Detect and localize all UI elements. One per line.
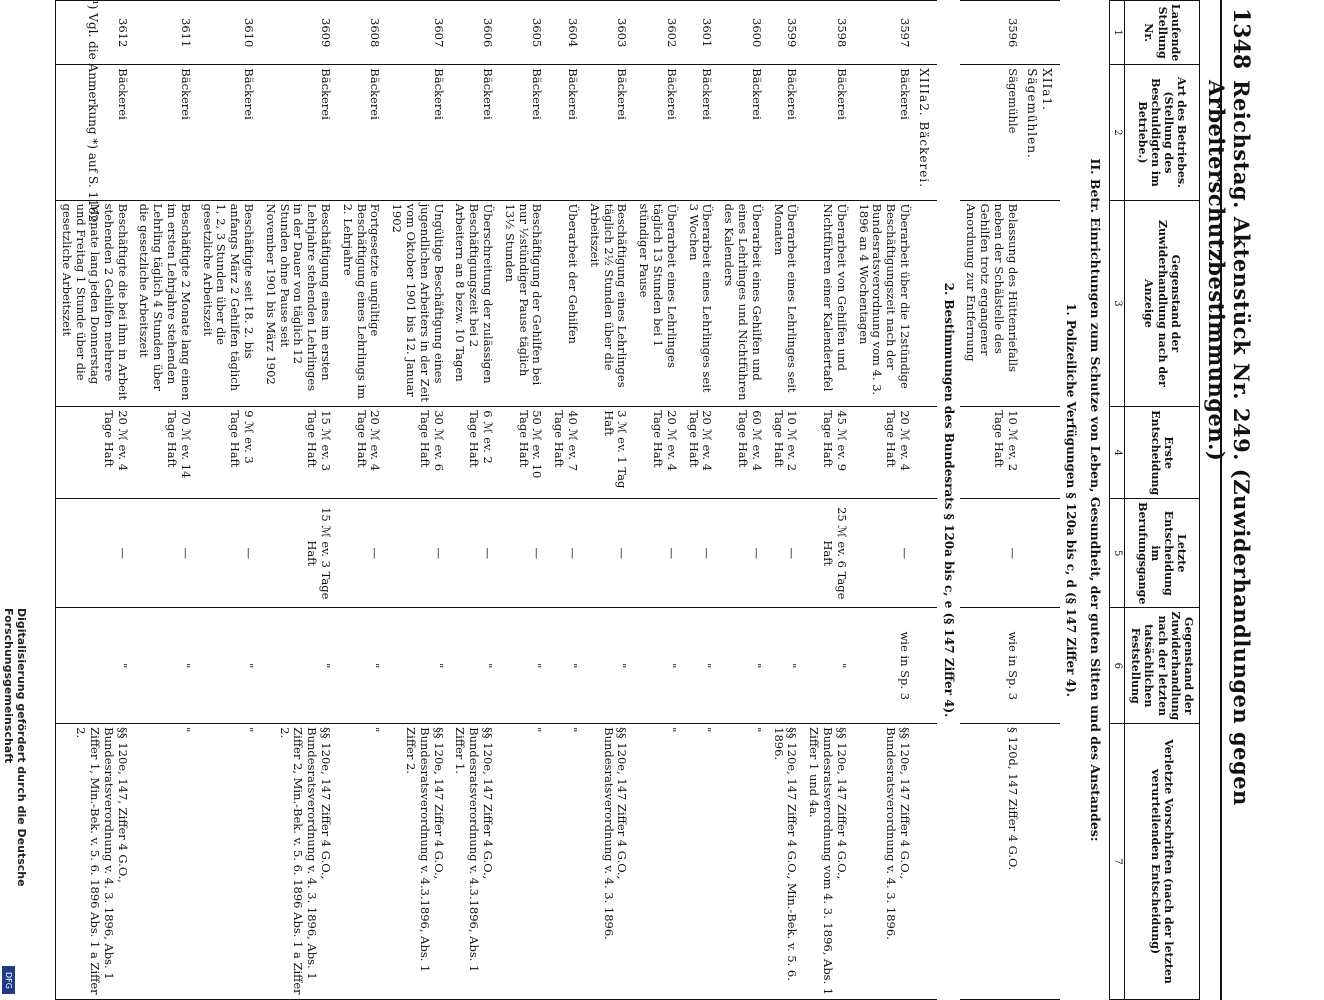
column-header: Erste Entscheidung: [1125, 407, 1200, 499]
table-row: [802, 1, 851, 1000]
row-number: 3598: [802, 1, 851, 65]
established-offense: ": [547, 608, 583, 724]
final-decision: —: [682, 499, 718, 608]
established-offense: ": [632, 608, 681, 724]
violated-provisions: §§ 120e, 147 Ziffer 4 G.O., Bundesratsverordnung v. 4. 3. 1896.: [583, 724, 632, 1000]
violated-provisions: ": [196, 724, 259, 1000]
violated-provisions: ": [547, 724, 583, 1000]
first-decision: 70 ℳ ev. 14 Tage Haft: [133, 407, 196, 499]
table-row: [852, 1, 915, 1000]
offense-description: Überschreitung der zulässigen Beschäftigungszeit bei 2 Arbeitern an 8 bezw. 10 Tagen: [449, 200, 498, 407]
business-type: Bäckerei: [802, 65, 851, 200]
group-heading-row: [915, 1, 937, 1000]
page-number: 1348: [1228, 8, 1254, 70]
business-type: Bäckerei: [632, 65, 681, 200]
row-number: 3612: [55, 1, 132, 65]
business-type: Bäckerei: [682, 65, 718, 200]
first-decision: 45 ℳ ev. 9 Tage Haft: [802, 407, 851, 499]
row-number: 3600: [717, 1, 766, 65]
established-offense: ": [449, 608, 498, 724]
business-type: Bäckerei: [196, 65, 259, 200]
business-type: Bäckerei: [133, 65, 196, 200]
violated-provisions: §§ 120e, 147 Ziffer 4 G.O., Bundesratsverordnung v. 4.3.1896, Abs. 1 Ziffer 2.: [385, 724, 448, 1000]
column-number: 3: [1110, 200, 1125, 407]
established-offense: ": [55, 608, 132, 724]
violated-provisions: ": [632, 724, 681, 1000]
first-decision: 15 ℳ ev. 3 Tage Haft: [259, 407, 336, 499]
page-title: Reichstag. Aktenstück Nr. 249. (Zuwiderhandlungen gegen Arbeiterschutzbestimmungen.): [1204, 80, 1254, 806]
table-row: [547, 1, 583, 1000]
group-heading-row: [1023, 1, 1060, 1000]
violated-provisions: ": [498, 724, 547, 1000]
established-offense: ": [259, 608, 336, 724]
final-decision: 25 ℳ ev. 6 Tage Haft: [802, 499, 851, 608]
column-number: 5: [1110, 499, 1125, 608]
violated-provisions: ": [717, 724, 766, 1000]
column-number: 7: [1110, 724, 1125, 1000]
final-decision: —: [767, 499, 803, 608]
business-type: Bäckerei: [385, 65, 448, 200]
row-number: 3604: [547, 1, 583, 65]
column-header: Gegenstand der Zuwiderhandlung nach der Anzeige: [1125, 200, 1200, 407]
section-title: II. Betr. Einrichtungen zum Schutze von Leben, Gesundheit, der guten Sitten und des Anstandes:: [1088, 158, 1104, 842]
table-row: [133, 1, 196, 1000]
business-type: Bäckerei: [55, 65, 132, 200]
page-header: [1204, 0, 1260, 1000]
first-decision: 9 ℳ ev. 3 Tage Haft: [196, 407, 259, 499]
offense-description: Überarbeit eines Lehrlinges seit Monaten: [767, 200, 803, 407]
subsection-heading-row: [1060, 1, 1082, 1000]
table-row: [960, 1, 1023, 1000]
column-header: Laufende Stellung Nr.: [1125, 1, 1200, 65]
violated-provisions: §§ 120e, 147 Ziffer 4 G.O., Bundesratsverordnung v. 4. 3. 1896.: [852, 724, 915, 1000]
column-number: 1: [1110, 1, 1125, 65]
column-number: 6: [1110, 608, 1125, 724]
offense-description: Ungültige Beschäftigung eines jugendlichen Arbeiters in der Zeit vom Oktober 1901 bis 12. Januar 1902: [385, 200, 448, 407]
established-offense: wie in Sp. 3: [852, 608, 915, 724]
first-decision: 30 ℳ ev. 6 Tage Haft: [385, 407, 448, 499]
offense-description: Beschäftigung der Gehilfen bei nur ½stündiger Pause täglich 13½ Stunden: [498, 200, 547, 407]
offense-description: Überarbeit über die 12stündige Beschäftigungszeit nach der Bundesratsverordnung vom 4. 3. 1896 an 4 Wochentagen: [852, 200, 915, 407]
established-offense: ": [682, 608, 718, 724]
group-title: XIIa1. Sägemühlen.: [1023, 65, 1060, 200]
business-type: Bäckerei: [717, 65, 766, 200]
violated-provisions: §§ 120e, 147, Ziffer 4 G.O., Bundesratsverordnung v. 4. 3. 1896, Abs. 1 Ziffer 1, Min.-Bek. v. 5. 6. 1896 Abs. 1 a Ziffer 2.: [55, 724, 132, 1000]
row-number: 3611: [133, 1, 196, 65]
first-decision: 3 ℳ ev. 1 Tag Haft: [583, 407, 632, 499]
final-decision: —: [449, 499, 498, 608]
row-number: 3601: [682, 1, 718, 65]
table-row: [717, 1, 766, 1000]
offense-description: Beschäftigte 2 Monate lang einen im ersten Lehrjahre stehenden Lehrling täglich 4 Stunden über die gesetzliche Arbeitszeit: [133, 200, 196, 407]
established-offense: ": [767, 608, 803, 724]
table-row: [632, 1, 681, 1000]
section-heading-row: [1082, 1, 1110, 1000]
final-decision: —: [336, 499, 385, 608]
offense-description: Überarbeit eines Lehrlinges seit 3 Wochen: [682, 200, 718, 407]
row-number: 3606: [449, 1, 498, 65]
violated-provisions: §§ 120e, 147 Ziffer 4 G.O., Bundesratsverordnung v. 4. 3. 1896, Abs. 1 Ziffer 2, Min.-Bek. v. 5. 6. 1896 Abs. 1 a Ziffer 2.: [259, 724, 336, 1000]
column-header: Letzte Entscheidung im Berufungsgange: [1125, 499, 1200, 608]
business-type: Bäckerei: [498, 65, 547, 200]
violated-provisions: §§ 120e, 147 Ziffer 4 G.O., Min.-Bek. v. 5. 6. 1896.: [767, 724, 803, 1000]
business-type: Bäckerei: [547, 65, 583, 200]
violated-provisions: § 120d, 147 Ziffer 4 G.O.: [960, 724, 1023, 1000]
offense-description: Überarbeit von Gehilfen und Nichtführen einer Kalendertafel: [802, 200, 851, 407]
final-decision: —: [196, 499, 259, 608]
business-type: Bäckerei: [583, 65, 632, 200]
table-row: [767, 1, 803, 1000]
offense-description: Beschäftigung eines Lehrlinges täglich 2½ Stunden über die Arbeitszeit: [583, 200, 632, 407]
final-decision: —: [55, 499, 132, 608]
violated-provisions: §§ 120e, 147 Ziffer 4 G.O., Bundesratsverordnung vom 4. 3. 1896, Abs. 1 Ziffer 1 und 4a.: [802, 724, 851, 1000]
violations-table: [55, 0, 1200, 1000]
table-row: [682, 1, 718, 1000]
final-decision: —: [385, 499, 448, 608]
column-header: Verletzte Vorschriften (nach der letzten verurteilenden Entscheidung): [1125, 724, 1200, 1000]
table-row: [583, 1, 632, 1000]
final-decision: —: [583, 499, 632, 608]
first-decision: 10 ℳ ev. 2 Tage Haft: [960, 407, 1023, 499]
footnote: ¹) Vgl. die Anmerkung *) auf S. 1162.: [86, 0, 100, 226]
first-decision: 20 ℳ ev. 4 Tage Haft: [55, 407, 132, 499]
offense-description: Beschäftigte seit 18. 2. bis anfangs März 2 Gehilfen täglich 1, 2, 3 Stunden über die gesetzliche Arbeitszeit: [196, 200, 259, 407]
established-offense: ": [717, 608, 766, 724]
final-decision: —: [852, 499, 915, 608]
established-offense: ": [385, 608, 448, 724]
established-offense: ": [133, 608, 196, 724]
table-row: [336, 1, 385, 1000]
first-decision: 6 ℳ ev. 2 Tage Haft: [449, 407, 498, 499]
column-number-row: [1110, 1, 1125, 1000]
final-decision: —: [717, 499, 766, 608]
violated-provisions: §§ 120e, 147 Ziffer 4 G.O., Bundesratsverordnung v. 4.3.1896, Abs. 1 Ziffer 1.: [449, 724, 498, 1000]
table-row: [449, 1, 498, 1000]
document-page: [20, 0, 1260, 1000]
established-offense: ": [802, 608, 851, 724]
first-decision: 40 ℳ ev. 7 Tage Haft: [547, 407, 583, 499]
row-number: 3599: [767, 1, 803, 65]
business-type: Bäckerei: [767, 65, 803, 200]
final-decision: 15 ℳ ev. 3 Tage Haft: [259, 499, 336, 608]
business-type: Bäckerei: [259, 65, 336, 200]
final-decision: —: [632, 499, 681, 608]
column-header: Gegenstand der Zuwiderhandlung nach der letzten tatsächlichen Feststellung: [1125, 608, 1200, 724]
row-number: 3609: [259, 1, 336, 65]
offense-description: Beschäftigung eines im ersten Lehrjahre stehenden Lehrlinges in der Dauer von täglich 12 Stunden ohne Pause seit November 1901 bis März 1902: [259, 200, 336, 407]
established-offense: wie in Sp. 3: [960, 608, 1023, 724]
business-type: Sägemühle: [960, 65, 1023, 200]
row-number: 3607: [385, 1, 448, 65]
row-number: 3608: [336, 1, 385, 65]
final-decision: —: [960, 499, 1023, 608]
first-decision: 20 ℳ ev. 4 Tage Haft: [682, 407, 718, 499]
table-row: [498, 1, 547, 1000]
table-row: [259, 1, 336, 1000]
established-offense: ": [498, 608, 547, 724]
table-row: [385, 1, 448, 1000]
offense-description: Überarbeit eines Lehrlinges täglich 13 Stunden bei 1 stündiger Pause: [632, 200, 681, 407]
business-type: Bäckerei: [336, 65, 385, 200]
column-header: Art des Betriebes. (Stellung des Beschuldigten im Betriebe.): [1125, 65, 1200, 200]
row-number: 3605: [498, 1, 547, 65]
subsection-heading-row: [937, 1, 959, 1000]
column-header-row: [1125, 1, 1200, 1000]
row-number: 3597: [852, 1, 915, 65]
offense-description: Überarbeit der Gehilfen: [547, 200, 583, 407]
established-offense: ": [583, 608, 632, 724]
violated-provisions: ": [133, 724, 196, 1000]
table-body: [55, 1, 1109, 1000]
business-type: Bäckerei: [852, 65, 915, 200]
column-number: 2: [1110, 65, 1125, 200]
final-decision: —: [547, 499, 583, 608]
row-number: 3603: [583, 1, 632, 65]
digitization-credit: Digitalisierung gefördert durch die Deutsche Forschungsgemeinschaft: [2, 608, 28, 887]
business-type: Bäckerei: [449, 65, 498, 200]
column-number: 4: [1110, 407, 1125, 499]
first-decision: 20 ℳ ev. 4 Tage Haft: [852, 407, 915, 499]
final-decision: —: [133, 499, 196, 608]
first-decision: 50 ℳ ev. 10 Tage Haft: [498, 407, 547, 499]
dfg-logo: DFG: [2, 966, 15, 994]
offense-description: Beschäftigte die bei ihm in Arbeit stehenden 2 Gehilfen mehrere Monate lang jeden Donnerstag und Freitag 1 Stunde über die gesetzliche Arbeitszeit: [55, 200, 132, 407]
established-offense: ": [336, 608, 385, 724]
row-number: 3596: [960, 1, 1023, 65]
first-decision: 20 ℳ ev. 4 Tage Haft: [632, 407, 681, 499]
first-decision: 10 ℳ ev. 2 Tage Haft: [767, 407, 803, 499]
table-row: [196, 1, 259, 1000]
subsection-title: 2. Bestimmungen des Bundesrats § 120a bis c, e (§ 147 Ziffer 4).: [941, 282, 956, 718]
subsection-title: 1. Polizeiliche Verfügungen § 120a bis c, d (§ 147 Ziffer 4).: [1064, 303, 1079, 697]
violated-provisions: ": [336, 724, 385, 1000]
violated-provisions: ": [682, 724, 718, 1000]
final-decision: —: [498, 499, 547, 608]
offense-description: Belassung des Hüttenriefalls neben der Schälstelle des Gehilfen trotz ergangener Anordnung zur Entfernung: [960, 200, 1023, 407]
established-offense: ": [196, 608, 259, 724]
row-number: 3602: [632, 1, 681, 65]
row-number: 3610: [196, 1, 259, 65]
first-decision: 20 ℳ ev. 4 Tage Haft: [336, 407, 385, 499]
offense-description: Fortgesetzte ungültige Beschäftigung eines Lehrlings im 2. Lehrjahre: [336, 200, 385, 407]
first-decision: 60 ℳ ev. 4 Tage Haft: [717, 407, 766, 499]
group-title: XIIIa2. Bäckerei.: [915, 65, 937, 200]
offense-description: Überarbeit eines Gehilfen und eines Lehrlinges und Nichtführen des Kalenders: [717, 200, 766, 407]
